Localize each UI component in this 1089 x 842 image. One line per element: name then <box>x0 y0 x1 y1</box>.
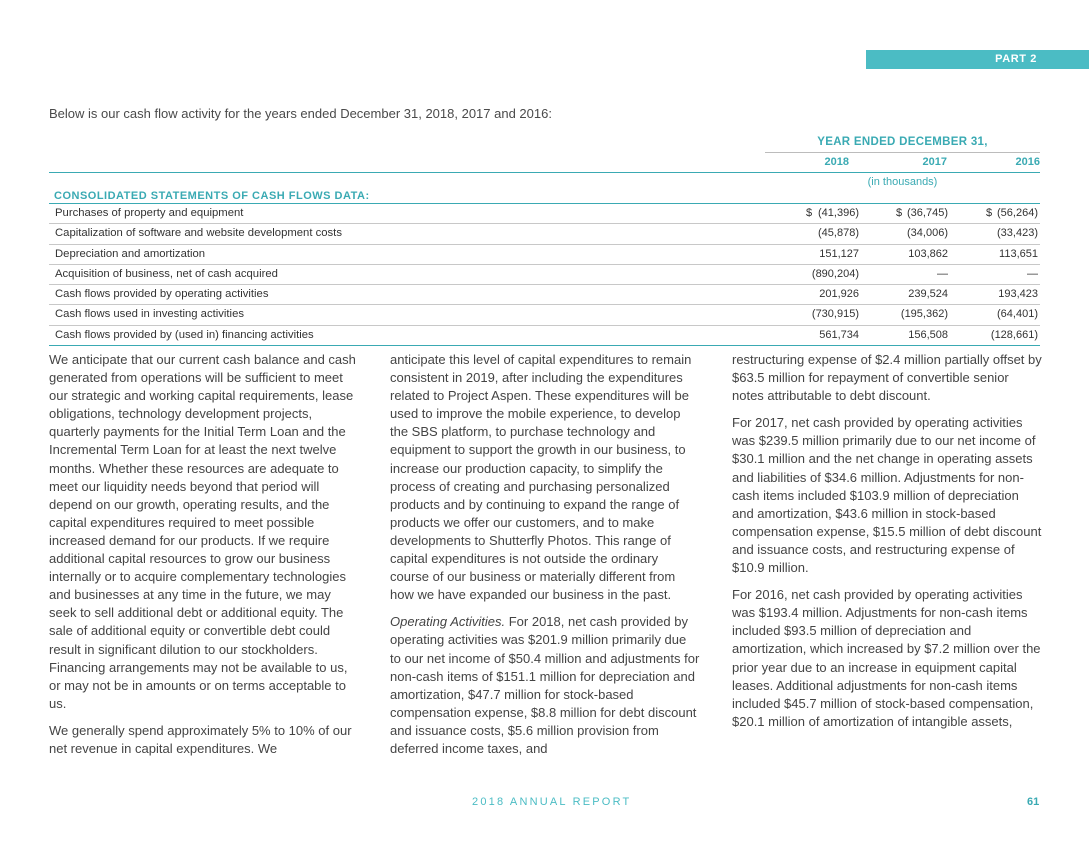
section-title: CONSOLIDATED STATEMENTS OF CASH FLOWS DATA: <box>54 190 370 202</box>
value-2018: 201,926 <box>819 288 859 301</box>
paragraph: For 2017, net cash provided by operating activities was $239.5 million primarily due to our net income of $30.1 million and the net change in operating assets and liabilities of $34.6 million. Adjustments for non-cash items included $103.9 million of depreciation and amortization, $43.6 million in stock-based compensation expense, $15.5 million of debt discount and issuance costs, and restructuring expense of $10.9 million. <box>732 415 1042 576</box>
row-label: Purchases of property and equipment <box>55 207 244 219</box>
value-2016: 113,651 <box>999 247 1038 260</box>
body-column-2 <box>390 351 700 767</box>
table-row <box>49 305 1040 325</box>
table-row <box>49 285 1040 305</box>
paragraph: anticipate this level of capital expenditures to remain consistent in 2019, after including the expenditures related to Project Aspen. These expenditures will be used to improve the mobile experience, to develop the SBS platform, to purchase technology and equipment to support the growth in our business, to increase our production capacity, to simplify the process of creating and purchasing personalized products and by continuing to expand the range of products we offer our customers, and to make developments to Shutterfly Photos. This range of capital expenditures is not outside the ordinary course of our business or materially different from how we have expanded our business in the past. <box>390 352 692 603</box>
value-2016: (128,661) <box>990 328 1038 341</box>
paragraph <box>390 613 700 758</box>
table-row <box>49 265 1040 285</box>
paragraph-lead: Operating Activities. <box>390 614 506 630</box>
year-header: YEAR ENDED DECEMBER 31, <box>817 136 988 148</box>
row-label: Depreciation and amortization <box>55 247 206 260</box>
paragraph-text: For 2018, net cash provided by operating activities was $201.9 million primarily due to our net income of $50.4 million and adjustments for non-cash items of $151.1 million for depreciation and amortization, $47.7 million for stock-based compensation expense, $8.8 million for debt discount and issuance costs, $5.6 million provision from deferred income taxes, and <box>390 614 700 756</box>
value-2018: (890,204) <box>811 267 859 280</box>
row-label: Cash flows provided by (used in) financing activities <box>55 328 314 341</box>
column-2016: 2016 <box>1015 156 1040 168</box>
value-2016: (33,423) <box>997 227 1038 240</box>
body-column-3 <box>732 351 1042 740</box>
value-2017: — <box>937 267 948 280</box>
column-2018: 2018 <box>824 156 849 168</box>
paragraph: We generally spend approximately 5% to 10% of our net revenue in capital expenditures. We <box>49 722 352 756</box>
row-label: Cash flows used in investing activities <box>55 308 244 321</box>
value-2017: 239,524 <box>908 288 948 301</box>
table-row <box>49 245 1040 265</box>
year-header-rule <box>765 152 1040 153</box>
units-label: (in thousands) <box>867 176 938 188</box>
value-2017: 156,508 <box>908 328 948 341</box>
currency-sign: $ <box>986 207 993 219</box>
table-row <box>49 224 1040 244</box>
table-row <box>49 326 1040 346</box>
value-2018: 561,734 <box>819 328 859 341</box>
value-2016: — <box>1027 267 1038 280</box>
header-rule <box>49 172 1040 173</box>
row-label: Cash flows provided by operating activities <box>55 288 269 301</box>
value-2016: 193,423 <box>998 288 1038 301</box>
currency-sign: $ <box>896 207 903 219</box>
value-2016: (56,264) <box>997 207 1038 219</box>
value-2018: (41,396) <box>818 207 859 219</box>
value-2016: (64,401) <box>997 308 1038 321</box>
column-2017: 2017 <box>922 156 947 168</box>
report-title: 2018 ANNUAL REPORT <box>472 796 632 808</box>
paragraph: restructuring expense of $2.4 million partially offset by $63.5 million for repayment of convertible senior notes attributable to debt discount. <box>732 352 1042 404</box>
page-number: 61 <box>1027 796 1040 808</box>
intro-text: Below is our cash flow activity for the years ended December 31, 2018, 2017 and 2016: <box>49 106 552 121</box>
value-2017: (36,745) <box>907 207 948 219</box>
value-2018: (730,915) <box>811 308 859 321</box>
body-column-1 <box>49 351 359 767</box>
value-2017: (34,006) <box>907 227 948 240</box>
value-2018: 151,127 <box>819 247 859 260</box>
paragraph: For 2016, net cash provided by operating activities was $193.4 million. Adjustments for non-cash items included $93.5 million of depreciation and amortization, which increased by $7.2 million over the prior year due to an increase in equipment capital leases. Additional adjustments for non-cash items included $45.7 million of stock-based compensation, $20.1 million of amortization of intangible assets, <box>732 587 1041 729</box>
value-2017: 103,862 <box>908 247 948 260</box>
value-2017: (195,362) <box>900 308 948 321</box>
row-label: Capitalization of software and website development costs <box>55 227 342 240</box>
part-label: PART 2 <box>866 50 1089 69</box>
value-2018: (45,878) <box>818 227 859 240</box>
paragraph: We anticipate that our current cash balance and cash generated from operations will be sufficient to meet our strategic and working capital requirements, lease obligations, technology development projects, quarterly payments for the Initial Term Loan and the Incremental Term Loan for at least the next twelve months. Whether these resources are adequate to meet our liquidity needs beyond that period will depend on our growth, operating results, and the capital expenditures required to meet possible increased demand for our products. If we require additional capital resources to grow our business internally or to acquire complementary technologies and businesses at any time in the future, we may seek to sell additional debt or additional equity. The sale of additional equity or convertible debt could result in significant dilution to our stockholders. Financing arrangements may not be available to us, or may not be in amounts or on terms acceptable to us. <box>49 352 356 711</box>
table-row <box>49 204 1040 224</box>
row-label: Acquisition of business, net of cash acquired <box>55 267 278 280</box>
currency-sign: $ <box>806 207 813 219</box>
table-body <box>49 204 1040 346</box>
page-footer <box>0 796 1089 810</box>
